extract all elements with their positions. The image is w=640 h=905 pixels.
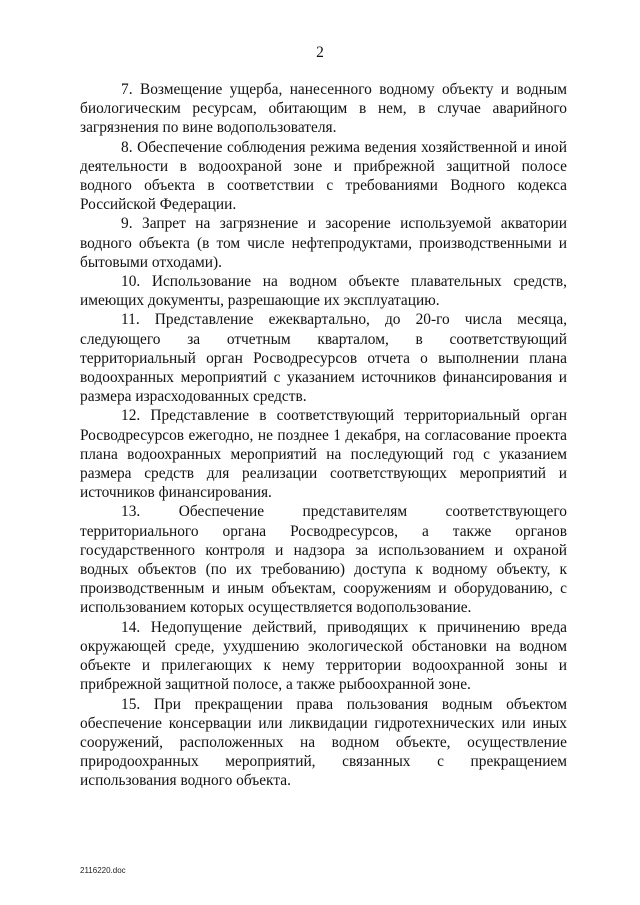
- footer-file-name: 2116220.doc: [80, 866, 126, 875]
- paragraph-item-15: 15. При прекращении права пользования водным объектом обеспечение консервации или ликвидации гидротехнических или иных сооружений, расположенных на водном объекте, осуществление природоохранных мероприятий, связанных с прекращением использования водного объекта.: [80, 695, 567, 790]
- paragraph-item-12: 12. Представление в соответствующий территориальный орган Росводресурсов ежегодно, не позднее 1 декабря, на согласование проекта плана водоохранных мероприятий на последующий год с указанием размера средств для реализации соответствующих мероприятий и источников финансирования.: [80, 407, 567, 502]
- paragraph-item-7: 7. Возмещение ущерба, нанесенного водному объекту и водным биологическим ресурсам, обитающим в нем, в случае аварийного загрязнения по вине водопользователя.: [80, 81, 567, 137]
- paragraph-item-11: 11. Представление ежеквартально, до 20-го числа месяца, следующего за отчетным кварталом, в соответствующий территориальный орган Росводресурсов отчета о выполнении плана водоохранных мероприятий с указанием источников финансирования и размера израсходованных средств.: [80, 311, 567, 406]
- page-number: 2: [316, 44, 324, 61]
- paragraph-item-10: 10. Использование на водном объекте плавательных средств, имеющих документы, разрешающие их эксплуатацию.: [80, 273, 567, 310]
- paragraph-item-9: 9. Запрет на загрязнение и засорение используемой акватории водного объекта (в том числе нефтепродуктами, производственными и бытовыми отходами).: [80, 215, 567, 271]
- paragraph-item-14: 14. Недопущение действий, приводящих к причинению вреда окружающей среде, ухудшению экологической обстановки на водном объекте и прилегающих к нему территории водоохранной зоны и прибрежной защитной полосе, а также рыбоохранной зоне.: [80, 618, 567, 694]
- paragraph-item-13: 13. Обеспечение представителям соответствующего территориального органа Росводресурсов, а также органов государственного контроля и надзора за использованием и охраной водных объектов (по их требованию) доступа к водному объекту, к производственным и иным объектам, сооружениям и оборудованию, с использованием которых осуществляется водопользование.: [80, 503, 567, 617]
- paragraph-item-8: 8. Обеспечение соблюдения режима ведения хозяйственной и иной деятельности в водоохраной зоне и прибрежной защитной полосе водного объекта в соответствии с требованиями Водного кодекса Российской Федерации.: [80, 138, 567, 214]
- document-body: [80, 80, 567, 791]
